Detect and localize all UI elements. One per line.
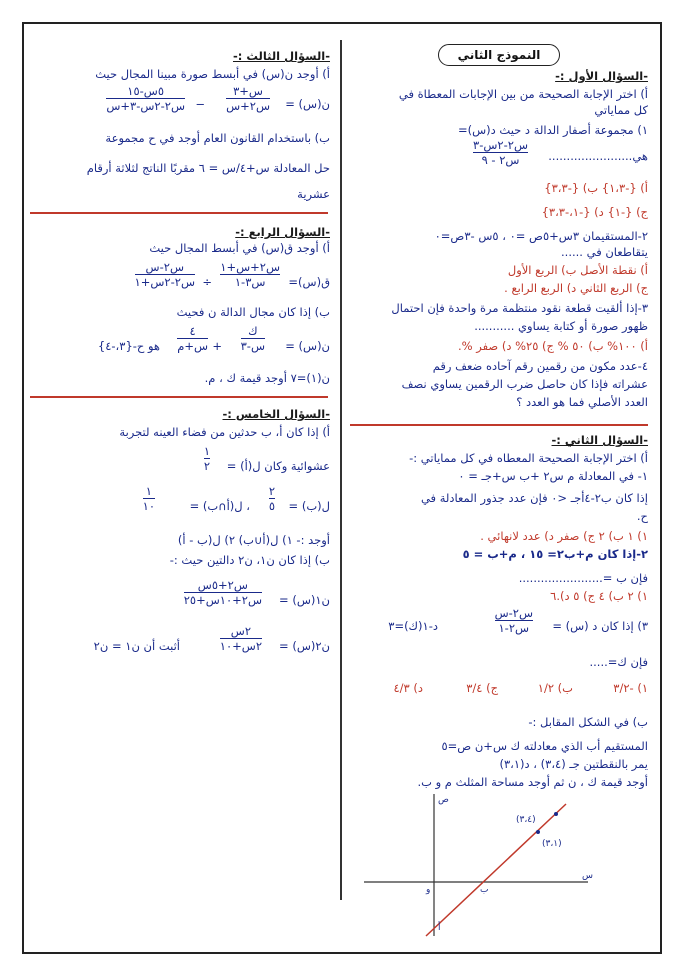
q3-a-f1-num: س+٣ [233, 84, 263, 98]
q4-a-divide: ÷ [202, 275, 212, 289]
q2-item3-option-3: ج) ٣/٤ [466, 681, 498, 695]
q1-item1-options-b: ج) {-١} د) {-١،-٣،٣} [541, 205, 648, 219]
q2-heading: -السؤال الثاني :- [551, 433, 648, 447]
q2-part-b-line1: المستقيم أب الذي معادلته ك س+ن ص=٥ [441, 739, 648, 753]
point-d-label: (٣،١) [542, 839, 562, 849]
q5-b2-lhs: ن٢(س) = [279, 639, 330, 653]
q5-part-a: أ) إذا كان أ، ب حدثين من فضاء العينه لتجربة [119, 425, 330, 439]
q1-item2-cont: يتقاطعان في ...... [561, 245, 648, 259]
point-c [554, 812, 558, 816]
q5-a3-f1-num: ٢ [268, 484, 275, 498]
q5-a-fraction-1 [204, 444, 210, 473]
q2-item1-options: ١) ١ ب) ٢ ج) صفر د) عدد لانهائي . [480, 529, 648, 543]
q4-part-b-cont: ن(١)=٧ أوجد قيمة ك ، م. [204, 371, 330, 385]
q2-item3-den: س٢-١ [495, 620, 533, 635]
point-b-label: ب [480, 885, 489, 895]
q5-b1-num: س٢+٥س [197, 578, 248, 592]
q1-item2-options-a: أ) نقطة الأصل ب) الربع الأول [507, 263, 648, 277]
q3-part-b-cont: حل المعادلة س+٤/س = ٦ مقربًا الناتج لثلاثة أرقام [86, 161, 330, 175]
q4-part-a: أ) أوجد ق(س) في أبسط المجال حيث [149, 241, 330, 255]
q5-b1-lhs: ن١(س) = [279, 593, 330, 607]
q5-b2-den: ٢س+١٠ [219, 639, 262, 653]
q2-item3-option-1: ١) -٣/٢ [613, 681, 648, 695]
q4-divider [30, 212, 328, 214]
origin-label: و [426, 885, 431, 895]
q2-item3-tail: د-١(ك)=٣ [388, 619, 438, 633]
exam-title: النموذج الثاني [438, 44, 560, 66]
q5-b2-fraction [220, 624, 262, 653]
q5-a-line3-mid: ، ل(أ∩ب) = [189, 499, 250, 513]
q1-item1-options-a: أ) {-١،٣} ب) {-٣،٣} [544, 181, 648, 195]
q2-item3-option-4: د) ٤/٣ [393, 681, 423, 695]
q5-a-line4: أوجد :- ١) ل(أ∪ب) ٢) ل(ب - أ) [177, 533, 330, 547]
q5-a3-f2-den: ١٠ [142, 499, 155, 513]
q1-heading: -السؤال الأول :- [555, 69, 648, 83]
column-divider [340, 40, 342, 900]
q4-b-lhs: ن(س) = [285, 339, 330, 353]
q3-a-minus: − [195, 97, 205, 111]
q2-item3-num: س٢-س [494, 606, 533, 620]
q5-b2-tail: أثبت أن ن١ = ن٢ [93, 639, 180, 653]
q5-part-b: ب) إذا كان ن١، ن٢ دالتين حيث :- [169, 553, 330, 567]
q1-item1-num: س٢-٢س-٣ [473, 138, 528, 152]
q1-item1-tail: هي....................... [548, 149, 648, 163]
q2-item3-fraction [495, 606, 533, 635]
point-a-label: أ [438, 923, 441, 933]
q5-b1-fraction [184, 578, 262, 607]
q5-a-fraction-2 [269, 484, 275, 513]
point-c-label: (٣،٤) [516, 815, 536, 825]
q4-part-b: ب) إذا كان مجال الدالة ن فحيث [176, 305, 330, 319]
q1-item1: ١) مجموعة أصفار الدالة د حيث د(س)= [457, 123, 648, 137]
x-axis-label: س [582, 871, 593, 881]
q5-a2-num: ١ [203, 444, 210, 458]
q3-a-fraction-2 [106, 84, 185, 113]
q5-divider [30, 396, 328, 398]
q2-item1-cont: إذا كان ب٢-٤أجـ <٠ فإن عدد جذور المعادلة في [420, 491, 648, 505]
q1-item2: ٢-المستقيمان ٣س+٥ص =٠ ، ٥س -٣ص=٠ [434, 229, 648, 243]
q2-part-b-line3: أوجد قيمة ك ، ن ثم أوجد مساحة المثلث م و ب. [417, 775, 648, 789]
q2-item1: ١- في المعادلة م س٢ +ب س+جـ = ٠ [458, 469, 648, 483]
q5-a3-f1-den: ٥ [268, 499, 275, 513]
q2-item2-options: ١) ٢ ب) ٤ ج) ٥ د).٦ [550, 589, 648, 603]
q3-part-b: ب) باستخدام القانون العام أوجد في ح مجموعة [105, 131, 330, 145]
q4-b-f2-num: ٤ [189, 324, 196, 338]
q1-item3-options: أ) ١٠٠% ب) ٥٠ % ج) ٢٥% د) صفر %. [458, 339, 648, 353]
q3-a-lhs: ن(س) = [285, 97, 330, 111]
q4-b-f1-den: س-٣ [240, 339, 265, 353]
q1-item3: ٣-إذا ألقيت قطعة نقود منتظمة مرة واحدة فإن احتمال [391, 301, 648, 315]
q2-item1-cont2: ح. [636, 509, 648, 523]
q5-a-line2: عشوائية وكان ل(أ) = [226, 459, 330, 473]
q4-a-f2-num: س٢-س [145, 260, 184, 274]
q1-instruction: أ) اختر الإجابة الصحيحة من بين الإجابات المعطاة في [398, 87, 648, 101]
q4-a-f1-den: س٣-١ [220, 274, 280, 289]
q3-a-f2-num: ٥س-١٥ [127, 84, 165, 98]
q2-item3-cont: فإن ك=..... [589, 655, 648, 669]
q4-b-fraction-2 [177, 324, 208, 353]
q2-item3-option-2: ب) ١/٢ [537, 681, 573, 695]
q2-item2-cont: فإن ب =....................... [518, 571, 648, 585]
q1-item3-cont: ظهور صورة أو كتابة يساوي ........... [474, 319, 648, 333]
y-axis-label: ص [438, 795, 449, 805]
q4-b-fraction-1 [241, 324, 265, 353]
q5-heading: -السؤال الخامس :- [222, 407, 330, 421]
q3-a-f2-den: س٢-٢س-٣+س [106, 99, 185, 113]
q3-part-b-cont2: عشرية [297, 187, 330, 201]
point-d [536, 830, 540, 834]
q2-divider [350, 424, 648, 426]
line-graph [356, 790, 596, 940]
q3-part-a: أ) أوجد ن(س) في أبسط صورة مبينا المجال حيث [95, 67, 330, 81]
q1-item4-cont2: العدد الأصلي فما هو العدد ؟ [516, 395, 648, 409]
q2-item3: ٣) إذا كان د (س) = [552, 619, 648, 633]
q1-item4-cont: عشراته فإذا كان حاصل ضرب الرقمين يساوي نصف [401, 377, 648, 391]
q2-part-b-line2: يمر بالنقطتين جـ (٣،٤) ، د(٣،١) [499, 757, 648, 771]
q4-b-tail: هو ح-{٣،-٤} [97, 339, 160, 353]
q4-a-f1-num: س٢+س+١ [220, 260, 280, 274]
q3-heading: -السؤال الثالث :- [232, 49, 330, 63]
q4-a-fraction-1 [220, 260, 280, 289]
q5-a-fraction-3 [143, 484, 155, 513]
q1-item2-options-b: ج) الربع الثاني د) الربع الرابع . [504, 281, 648, 295]
q5-b2-num: ٢س [230, 624, 251, 638]
q4-a-fraction-2 [135, 260, 195, 289]
q2-instruction: أ) اختر الإجابة الصحيحة المعطاه في كل مماياتي :- [409, 451, 648, 465]
q5-a2-den: ٢ [203, 459, 210, 473]
line-ab [426, 804, 566, 936]
q1-item4: ٤-عدد مكون من رقمين رقم آحاده ضعف رقم [432, 359, 648, 373]
q1-item1-fraction [473, 138, 528, 167]
q3-a-fraction-1 [226, 84, 270, 113]
q3-a-f1-den: س٢+س [226, 99, 270, 113]
q4-b-f2-den: س+م [177, 339, 208, 353]
q5-a-line3: ل(ب) = [288, 499, 330, 513]
q4-heading: -السؤال الرابع :- [235, 225, 330, 239]
q1-instruction-cont: كل مماياتي [594, 103, 648, 117]
q5-a3-f2-num: ١ [145, 484, 152, 498]
q5-b1-den: س٢+١٠س+٢٥ [183, 593, 262, 607]
q2-part-b: ب) في الشكل المقابل :- [528, 715, 648, 729]
q4-a-f2-den: س٢-٢س+١ [134, 275, 195, 289]
q4-b-f1-num: ك [248, 324, 258, 338]
q4-a-lhs: ق(س)= [288, 275, 330, 289]
q4-b-plus: + [212, 339, 222, 353]
q2-item2: ٢-إذا كان م+ب٢= ١٥ ، م+ب = ٥ [462, 547, 648, 561]
q1-item1-den: س٢ - ٩ [473, 152, 528, 167]
